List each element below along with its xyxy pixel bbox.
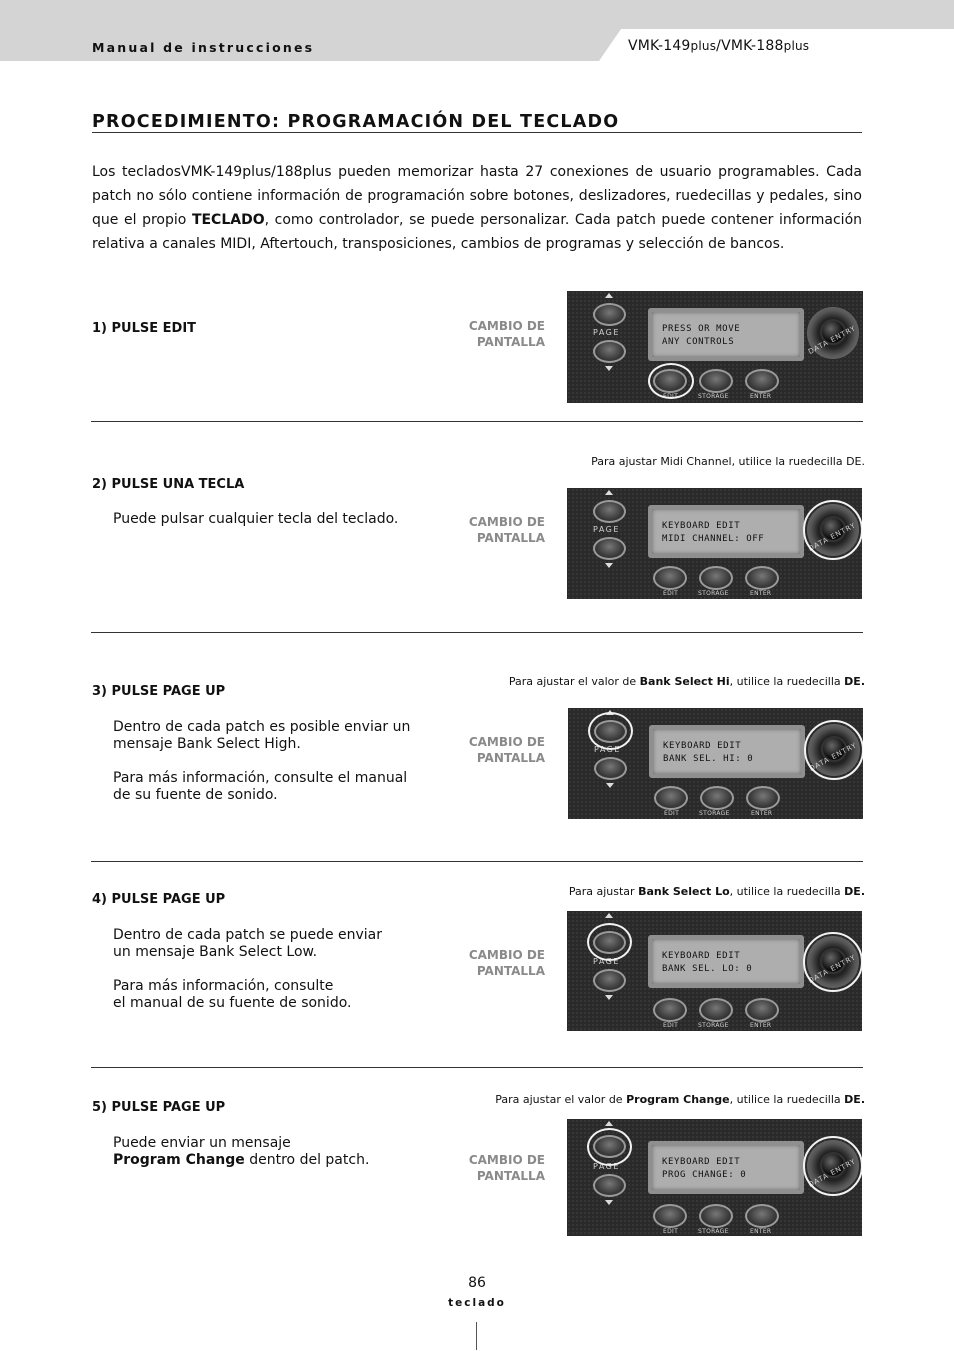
storage-button[interactable] <box>699 566 733 590</box>
enter-label: ENTER <box>751 810 773 817</box>
step-5-title: 5) PULSE PAGE UP <box>92 1100 226 1115</box>
page-down-button[interactable] <box>593 969 626 992</box>
lcd-line-1: KEYBOARD EDIT <box>662 1157 741 1167</box>
lcd-line-2: ANY CONTROLS <box>662 337 735 347</box>
knob-highlight-ring <box>803 500 862 560</box>
separator <box>91 1067 863 1068</box>
step-1-panel <box>567 291 863 403</box>
arrow-down-icon <box>605 1200 613 1205</box>
arrow-down-icon <box>605 995 613 1000</box>
edit-button[interactable] <box>654 786 688 810</box>
step-1-cambio-label: CAMBIO DE PANTALLA <box>468 319 545 349</box>
edit-label: EDIT <box>664 810 680 817</box>
title-rule <box>92 132 862 133</box>
step-2-note: Para ajustar Midi Channel, utilice la ruedecilla DE. <box>591 455 865 468</box>
arrow-down-icon <box>605 366 613 371</box>
data-entry-label: DATA ENTRY <box>807 324 858 357</box>
arrow-up-icon <box>605 293 613 298</box>
page-up-button[interactable] <box>593 500 626 523</box>
edit-button[interactable] <box>653 998 687 1022</box>
footer-section-label: teclado <box>448 1297 506 1309</box>
lcd-line-1: KEYBOARD EDIT <box>662 951 741 961</box>
storage-button[interactable] <box>699 998 733 1022</box>
lcd-line-2: MIDI CHANNEL: OFF <box>662 534 765 544</box>
step-4-description: Dentro de cada patch se puede enviar un mensaje Bank Select Low. Para más información, consulte el manual de su fuente de sonido. <box>113 927 383 1011</box>
edit-label: EDIT <box>663 1022 679 1029</box>
data-entry-label: DATA ENTRY <box>807 521 858 554</box>
step-2-panel <box>567 488 862 599</box>
step-5-cambio-label: CAMBIO DE PANTALLA <box>468 1153 545 1183</box>
page-down-button[interactable] <box>593 340 626 363</box>
edit-label: EDIT <box>663 590 679 597</box>
page-down-button[interactable] <box>593 1174 626 1197</box>
manual-title: Manual de instrucciones <box>92 40 315 55</box>
step-3-cambio-label: CAMBIO DE PANTALLA <box>468 735 545 765</box>
enter-button[interactable] <box>745 998 779 1022</box>
lcd-line-1: KEYBOARD EDIT <box>662 521 741 531</box>
lcd-screen <box>648 505 804 558</box>
page-label: PAGE <box>593 328 620 337</box>
data-entry-label: DATA ENTRY <box>807 1157 858 1190</box>
enter-button[interactable] <box>745 566 779 590</box>
page-label: PAGE <box>593 525 620 534</box>
page-label: PAGE <box>593 957 620 966</box>
step-2-cambio-label: CAMBIO DE PANTALLA <box>468 515 545 545</box>
knob-highlight-ring <box>803 932 862 992</box>
edit-button[interactable] <box>653 566 687 590</box>
lcd-line-2: BANK SEL. LO: 0 <box>662 964 753 974</box>
knob-highlight-ring <box>804 720 863 780</box>
data-entry-label: DATA ENTRY <box>807 953 858 986</box>
lcd-line-2: BANK SEL. HI: 0 <box>663 754 754 764</box>
lcd-screen <box>649 725 805 778</box>
step-1-title: 1) PULSE EDIT <box>92 321 197 336</box>
arrow-down-icon <box>606 783 614 788</box>
lcd-line-2: PROG CHANGE: 0 <box>662 1170 747 1180</box>
step-3-description: Dentro de cada patch es posible enviar un mensaje Bank Select High. Para más información, consulte el manual de su fuente de sonido. <box>113 719 411 803</box>
separator <box>91 861 863 862</box>
storage-label: STORAGE <box>699 810 730 817</box>
storage-button[interactable] <box>699 369 733 393</box>
lcd-screen <box>648 1141 804 1194</box>
separator <box>91 632 863 633</box>
arrow-up-icon <box>605 913 613 918</box>
page-number: 86 <box>468 1275 486 1291</box>
lcd-line-1: PRESS OR MOVE <box>662 324 741 334</box>
enter-button[interactable] <box>745 1204 779 1228</box>
enter-button[interactable] <box>745 369 779 393</box>
page-up-highlight-ring <box>588 712 633 750</box>
page-down-button[interactable] <box>594 757 627 780</box>
page-up-button[interactable] <box>593 303 626 326</box>
enter-label: ENTER <box>750 1022 772 1029</box>
step-3-panel <box>568 708 863 819</box>
storage-button[interactable] <box>700 786 734 810</box>
footer-bar <box>476 1322 477 1350</box>
edit-label: EDIT <box>663 393 679 400</box>
knob-highlight-ring <box>803 1136 862 1196</box>
arrow-up-icon <box>605 1121 613 1126</box>
storage-label: STORAGE <box>698 1228 729 1235</box>
lcd-screen <box>648 935 804 988</box>
model-name: VMK-149plus/VMK-188plus <box>628 38 810 54</box>
step-4-panel <box>567 911 862 1031</box>
page-down-button[interactable] <box>593 537 626 560</box>
data-entry-label: DATA ENTRY <box>808 741 859 774</box>
intro-paragraph: Los tecladosVMK-149plus/188plus pueden memorizar hasta 27 conexiones de usuario programables. Cada patch no sólo contiene información de programación sobre botones, deslizadores, ruedecillas y pedales, sino que el propio TECLADO, como controlador, se puede personalizar. Cada patch puede contener información relativa a canales MIDI, Aftertouch, transposiciones, cambios de programas y selección de bancos. <box>92 164 863 252</box>
step-4-cambio-label: CAMBIO DE PANTALLA <box>468 948 545 978</box>
edit-button[interactable] <box>653 1204 687 1228</box>
page-up-highlight-ring <box>587 1128 632 1166</box>
lcd-screen <box>648 308 804 361</box>
step-4-title: 4) PULSE PAGE UP <box>92 892 226 907</box>
lcd-line-1: KEYBOARD EDIT <box>663 741 742 751</box>
step-5-panel <box>567 1119 862 1236</box>
edit-label: EDIT <box>663 1228 679 1235</box>
step-2-description: Puede pulsar cualquier tecla del teclado. <box>113 511 399 527</box>
separator <box>91 421 863 422</box>
page-label: PAGE <box>594 745 621 754</box>
page-title: PROCEDIMIENTO: PROGRAMACIÓN DEL TECLADO <box>92 112 620 132</box>
step-3-note: Para ajustar el valor de Bank Select Hi, utilice la ruedecilla DE. <box>508 675 865 688</box>
step-5-note: Para ajustar el valor de Program Change, utilice la ruedecilla DE. <box>495 1093 865 1106</box>
step-4-note: Para ajustar Bank Select Lo, utilice la ruedecilla DE. <box>568 885 865 898</box>
page-label: PAGE <box>593 1162 620 1171</box>
edit-highlight-ring <box>648 363 694 399</box>
page-up-highlight-ring <box>587 923 632 961</box>
enter-label: ENTER <box>750 393 772 400</box>
enter-button[interactable] <box>746 786 780 810</box>
storage-button[interactable] <box>699 1204 733 1228</box>
arrow-down-icon <box>605 563 613 568</box>
arrow-up-icon <box>605 490 613 495</box>
step-3-title: 3) PULSE PAGE UP <box>92 684 226 699</box>
storage-label: STORAGE <box>698 590 729 597</box>
step-2-title: 2) PULSE UNA TECLA <box>92 477 245 492</box>
storage-label: STORAGE <box>698 1022 729 1029</box>
step-5-description: Puede enviar un mensaje Program Change dentro del patch. <box>113 1135 370 1168</box>
enter-label: ENTER <box>750 590 772 597</box>
storage-label: STORAGE <box>698 393 729 400</box>
enter-label: ENTER <box>750 1228 772 1235</box>
